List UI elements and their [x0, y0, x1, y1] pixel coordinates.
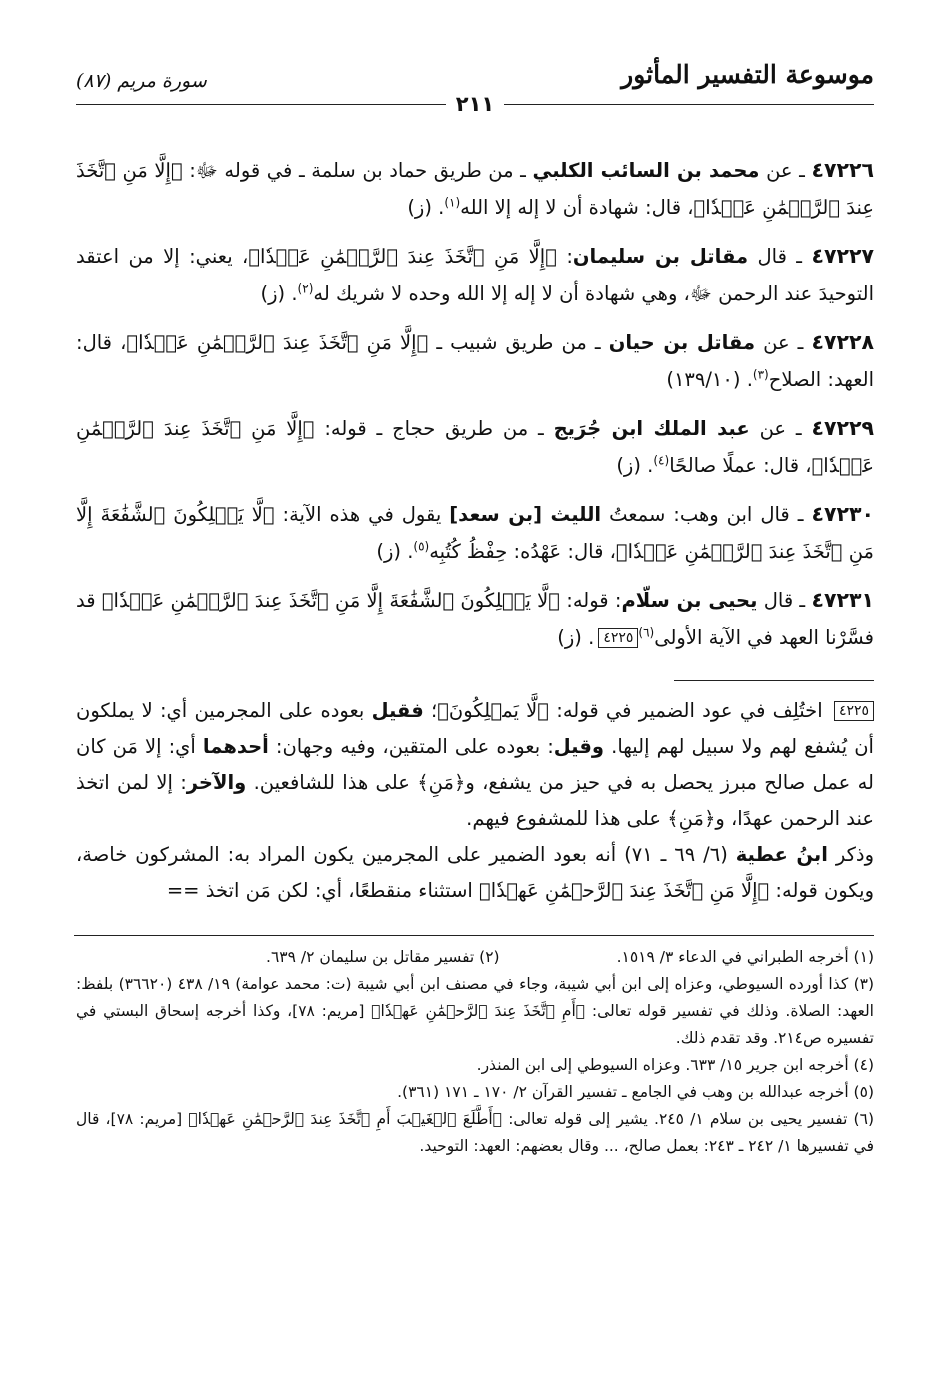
commentary-keyword: ابنُ عطية — [735, 843, 828, 866]
commentary-number-box: ٤٢٢٥ — [834, 701, 874, 721]
narration-text: ـ من طريق حجاج ـ قوله: — [324, 417, 544, 440]
running-header — [76, 54, 874, 114]
narration-text: قد فسَّرْنا العهد في الآية الأولى — [76, 589, 874, 649]
narrator-name: يحيى بن سلّام — [621, 589, 758, 612]
narration-number: ٤٧٢٣٠ — [811, 502, 874, 526]
footnote-5: (٥) أخرجه عبدالله بن وهب في الجامع ـ تفسير القرآن ٢/ ١٧٠ ـ ١٧١ (٣٦١). — [397, 1083, 874, 1101]
commentary-text: اختُلِف في عود الضمير في قوله: — [556, 699, 823, 722]
commentary-text: استثناء منقطعًا، أي: لكن مَن اتخذ == — [166, 879, 473, 902]
narration-47226 — [76, 152, 874, 226]
book-title: موسوعة التفسير المأثور — [621, 60, 874, 89]
commentary — [76, 693, 874, 909]
quran-verse: ﴿إِلَّا مَنِ ٱتَّخَذَ عِندَ ٱلرَّحۡمَٰنِ عَهۡدٗا﴾ — [248, 245, 557, 268]
narration-text: ، يعني: إلا من اعتقد التوحيدَ عند الرحمن ﷻ، وهي شهادة أن لا إله إلا الله وحده لا شريك له — [76, 245, 874, 305]
narration-47231 — [76, 582, 874, 656]
narration-intro: ـ عن — [759, 417, 802, 440]
narration-text: ، قال: عملًا صالحًا — [669, 454, 812, 477]
narration-text: ، قال: عَهْدُه: حِفْظُ كُتُبِه — [429, 540, 616, 563]
footnote-row — [76, 944, 874, 971]
quran-verse: ﴿إِلَّا مَنِ ٱتَّخَذَ عِندَ ٱلرَّحۡمَٰنِ عَهۡدٗا﴾ — [479, 879, 770, 902]
narrations — [76, 152, 874, 656]
commentary-keyword: والآخر — [186, 771, 247, 794]
narration-47228 — [76, 324, 874, 398]
narrator-name: مقاتل بن سليمان — [572, 245, 749, 268]
footnote-1: (١) أخرجه الطبراني في الدعاء ٣/ ١٥١٩. — [616, 948, 874, 966]
source-marker: . (ز) — [376, 540, 414, 563]
narration-47227 — [76, 238, 874, 312]
quran-verse: ﴿إِلَّا مَنِ ٱتَّخَذَ عِندَ ٱلرَّحۡمَٰنِ عَهۡدٗا﴾ — [76, 417, 874, 477]
narration-number: ٤٧٢٢٩ — [811, 416, 874, 440]
narration-number: ٤٧٢٣١ — [811, 588, 874, 612]
quran-verse: ﴿لَّا يَمۡلِكُونَ ٱلشَّفَٰعَةَ إِلَّا مَنِ ٱتَّخَذَ عِندَ ٱلرَّحۡمَٰنِ عَهۡدٗا﴾ — [101, 589, 560, 612]
footnotes-separator — [74, 935, 874, 936]
commentary-keyword: وقيل — [553, 735, 605, 758]
commentary-text: ؛ — [431, 699, 438, 722]
commentary-text: بعوده على المجرمين أي: لا يملكون أن يُشفع لهم ولا سبيل لهم إليها. — [76, 699, 874, 758]
narration-47229 — [76, 410, 874, 484]
footnote-3: (٣) كذا أورده السيوطي، وعزاه إلى ابن أبي شيبة، وجاء في مصنف ابن أبي شيبة (ت: محمد عوامة) ١٩/ ٤٣٨ (٣٦٦٢٠) بلفظ: العهد: الصلاة. وذلك في تفسير قوله تعالى: ﴿أَمِ ٱتَّخَذَ عِندَ ٱلرَّحۡمَٰنِ عَهۡدٗا﴾ [مريم: ٧٨]، وكذا أخرجه إسحاق البستي في تفسيره ص٢١٤. وقد تقدم ذلك. — [76, 975, 875, 1047]
footnote-ref[interactable]: (٥) — [413, 539, 430, 554]
narration-number: ٤٧٢٢٧ — [811, 244, 874, 268]
narration-intro: ـ عن — [763, 331, 804, 354]
commentary-text: : بعوده على المتقين، وفيه وجهان: — [275, 735, 554, 758]
footnote-6: (٦) تفسير يحيى بن سلام ١/ ٢٤٥. يشير إلى قوله تعالى: ﴿أَطَّلَعَ ٱلۡغَيۡبَ أَمِ ٱتَّخَذَ عِندَ ٱلرَّحۡمَٰنِ عَهۡدٗا﴾ [مريم: ٧٨]، قال في تفسيرها ١/ ٢٤٢ ـ ٢٤٣: بعمل صالح، ... وقال بعضهم: العهد: التوحيد. — [76, 1110, 874, 1155]
commentary-paragraph-2 — [76, 837, 874, 909]
narration-text: : — [566, 245, 573, 268]
surah-label: سورة مريم (٨٧) — [76, 70, 207, 92]
narration-intro: ـ قال — [757, 245, 803, 268]
footnote-ref[interactable]: (٦) — [638, 625, 655, 640]
narration-intro: ـ عن — [766, 159, 805, 182]
commentary-ref-box[interactable]: ٤٢٢٥ — [598, 628, 638, 648]
narration-text: : قوله: — [566, 589, 622, 612]
commentary-text: (٦/ ٦٩ ـ ٧١) أنه بعود الضمير على المجرمين يكون المراد به: المشركون خاصة، ويكون قوله: — [76, 843, 874, 902]
footnote-ref[interactable]: (٣) — [752, 367, 769, 382]
page-number: ٢١١ — [446, 92, 504, 116]
narration-text: ، قال: شهادة أن لا إله إلا الله — [460, 196, 694, 219]
narrator-name: الليث [بن سعد] — [449, 503, 602, 526]
source-marker: . (١٣٩/١٠) — [666, 368, 753, 391]
commentary-keyword: فقيل — [371, 699, 424, 722]
commentary-paragraph-1 — [76, 693, 874, 837]
narration-intro: ـ قال — [763, 589, 806, 612]
narration-number: ٤٧٢٢٦ — [811, 158, 875, 182]
narration-47230 — [76, 496, 874, 570]
footnote-ref[interactable]: (٤) — [653, 453, 670, 468]
narrator-name: مقاتل بن حيان — [608, 331, 756, 354]
footnote-ref[interactable]: (١) — [444, 195, 461, 210]
footnote-ref[interactable]: (٢) — [297, 281, 314, 296]
commentary-text: أي: إلا مَن كان له عمل صالح مبرز يحصل به في حيز من يشفع، و﴿مَنِ﴾ على هذا للشافعين. — [76, 735, 874, 794]
commentary-separator — [674, 680, 874, 681]
source-marker: . (ز) — [557, 626, 595, 649]
commentary-text: : إلا لمن اتخذ عند الرحمن عهدًا، و﴿مَنِ﴾ على هذا للمشفوع فيهم. — [76, 771, 874, 830]
narration-intro: ـ قال ابن وهب: سمعتُ — [609, 503, 804, 526]
narration-text: يقول في هذه الآية: — [282, 503, 442, 526]
narrator-name: محمد بن السائب الكلبي — [532, 159, 760, 182]
quran-verse: ﴿لَّا يَمۡلِكُونَ﴾ — [437, 699, 550, 722]
source-marker: . (ز) — [260, 282, 298, 305]
narrator-name: عبد الملك ابن جُرَيج — [553, 417, 750, 440]
source-marker: . (ز) — [616, 454, 654, 477]
quran-verse: ﴿إِلَّا مَنِ ٱتَّخَذَ عِندَ ٱلرَّحۡمَٰنِ عَهۡدٗا﴾ — [76, 159, 874, 219]
quran-verse: ﴿إِلَّا مَنِ ٱتَّخَذَ عِندَ ٱلرَّحۡمَٰنِ عَهۡدٗا﴾ — [126, 331, 429, 354]
quran-verse: ﴿لَّا يَمۡلِكُونَ ٱلشَّفَٰعَةَ إِلَّا مَنِ ٱتَّخَذَ عِندَ ٱلرَّحۡمَٰنِ عَهۡدٗا﴾ — [76, 503, 874, 563]
source-marker: . (ز) — [407, 196, 445, 219]
footnotes — [76, 944, 874, 1160]
footnote-2: (٢) تفسير مقاتل بن سليمان ٢/ ٦٣٩. — [266, 948, 500, 966]
page-number-wrap — [76, 92, 874, 116]
narration-number: ٤٧٢٢٨ — [811, 330, 875, 354]
commentary-keyword: أحدهما — [202, 735, 269, 758]
narration-text: ـ من طريق شبيب ـ — [436, 331, 601, 354]
footnote-4: (٤) أخرجه ابن جرير ١٥/ ٦٣٣. وعزاه السيوطي إلى ابن المنذر. — [476, 1056, 874, 1074]
commentary-text: وذكر — [835, 843, 874, 866]
narration-text: ـ من طريق حماد بن سلمة ـ في قوله ﷻ: — [189, 159, 526, 182]
page — [76, 54, 874, 1160]
narration-text: ، قال: العهد: الصلاح — [76, 331, 874, 391]
